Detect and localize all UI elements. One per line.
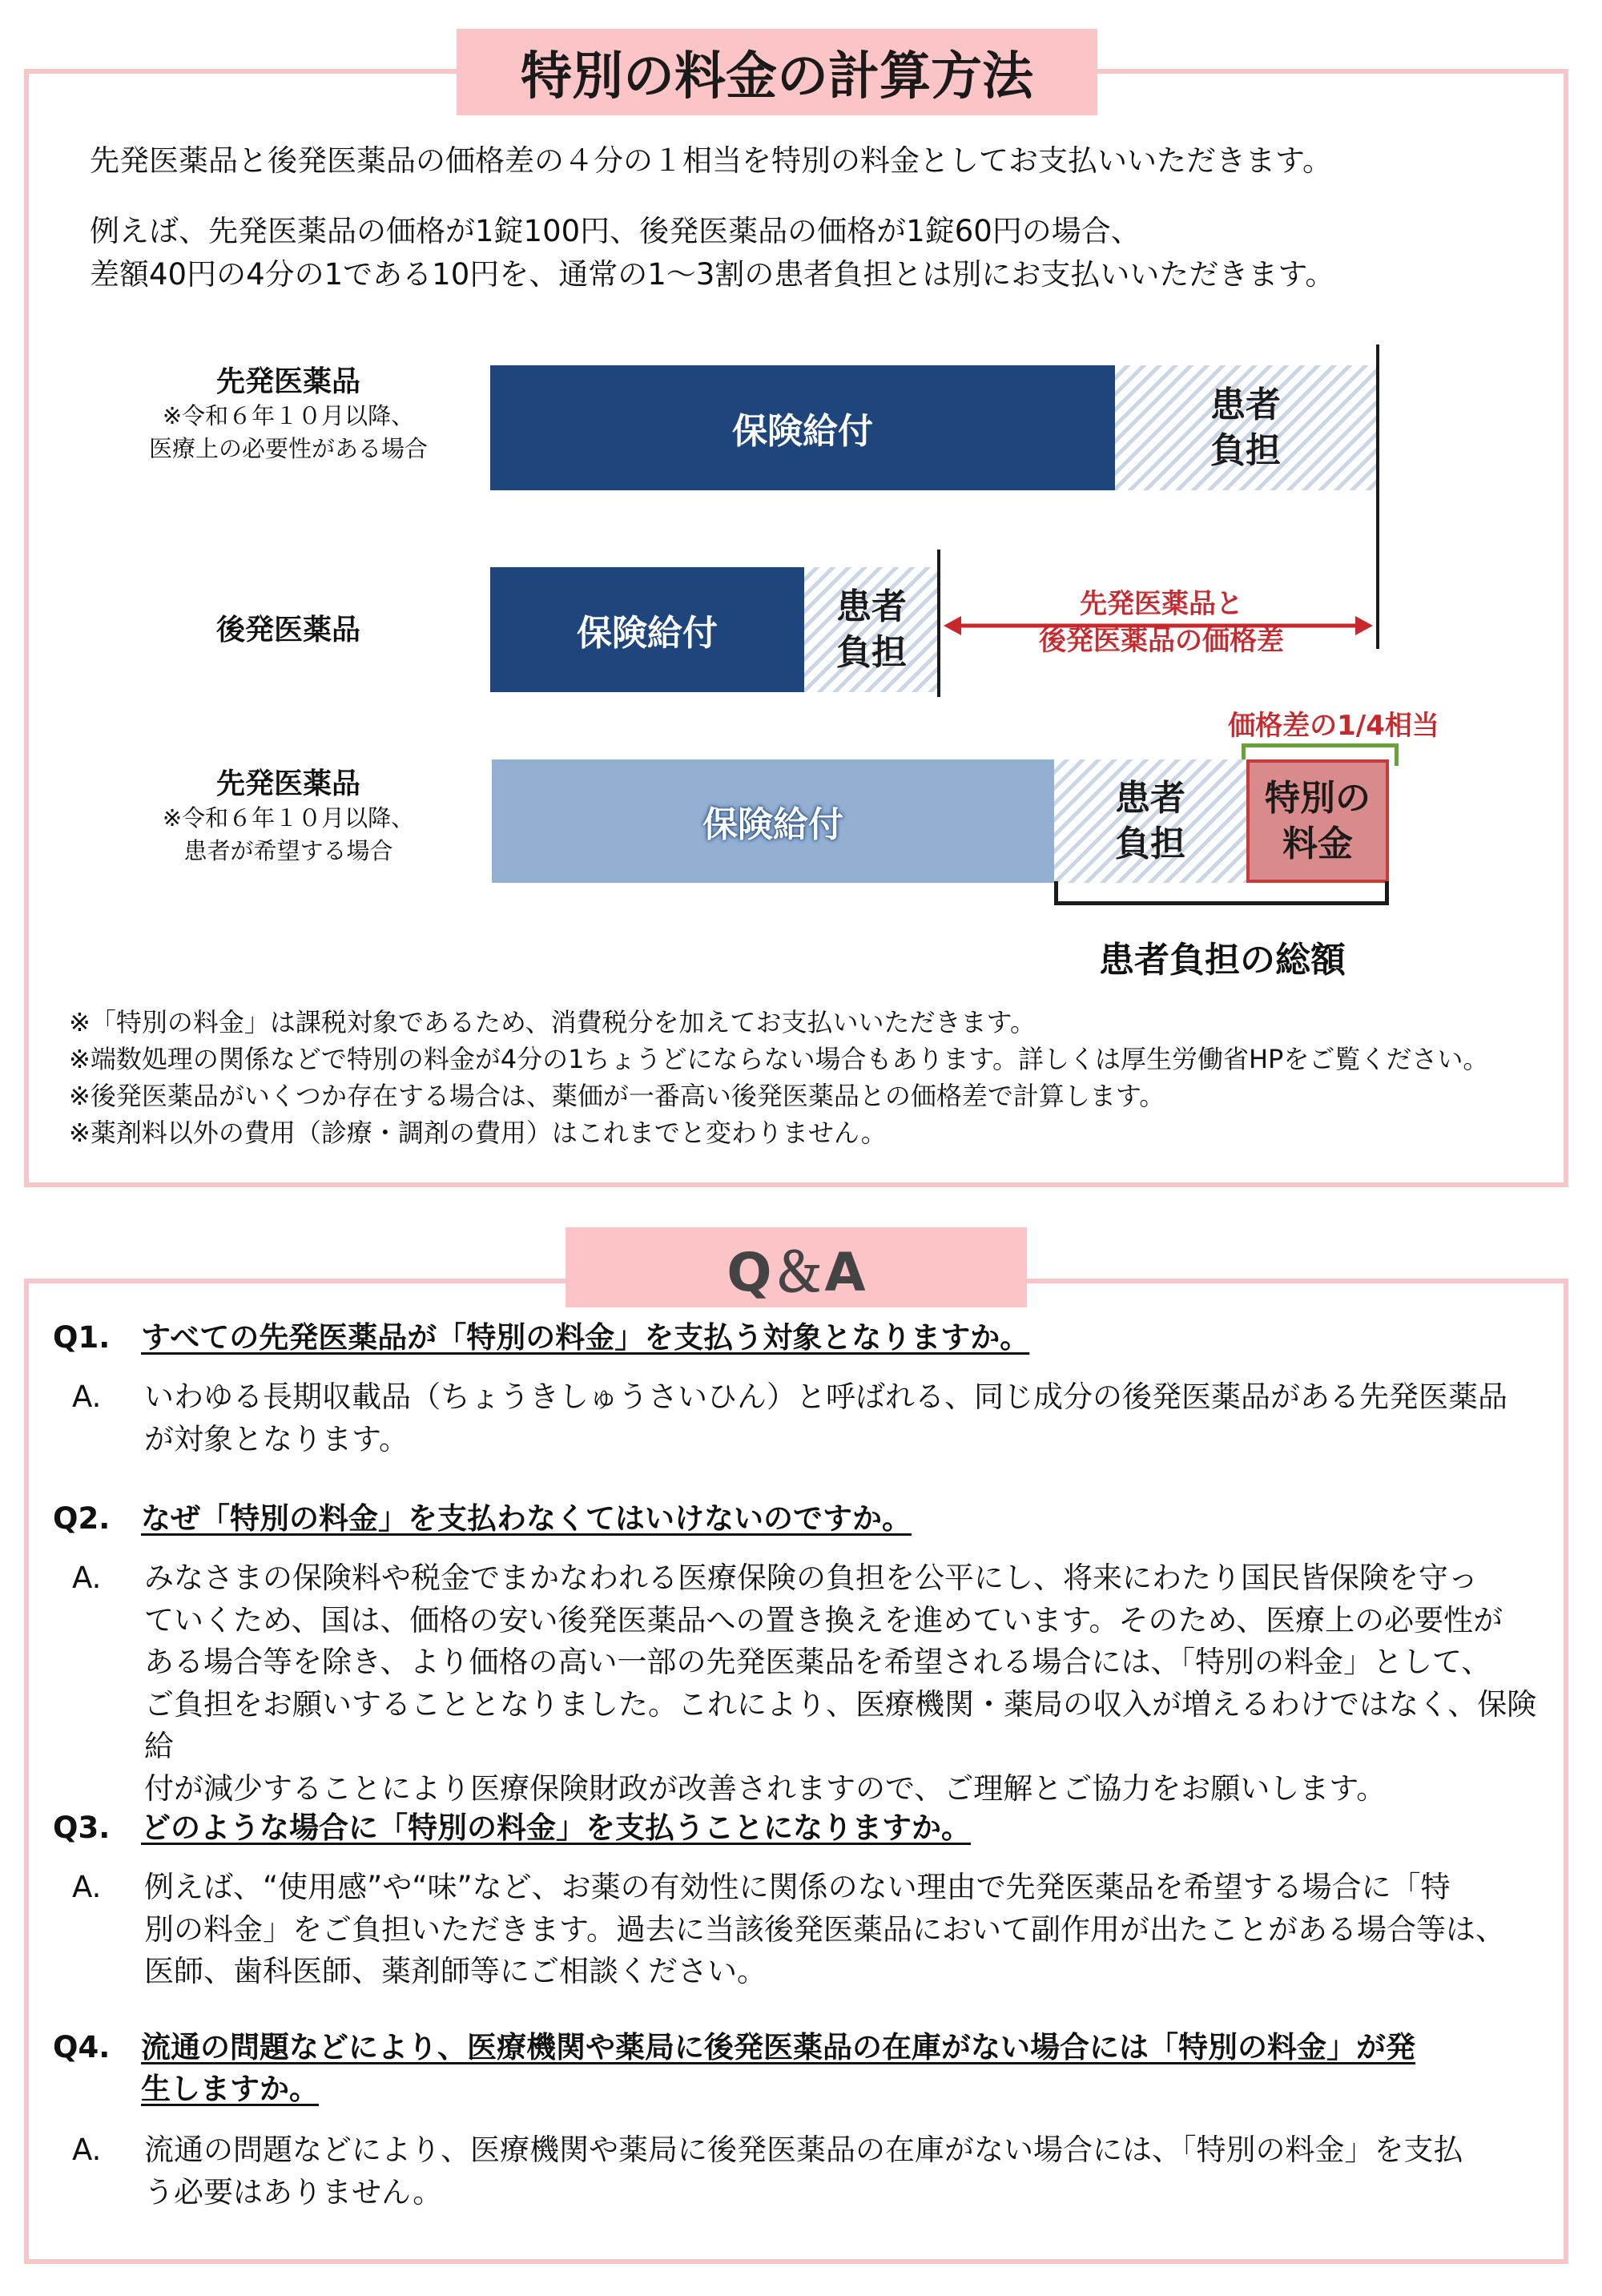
note-2: ※端数処理の関係などで特別の料金が4分の1ちょうどにならない場合もあります。詳しくは厚生労働省HPをご覧ください。	[69, 1044, 1489, 1074]
row2-patient-l2: 負担	[836, 632, 907, 673]
row3-patient-l1: 患者	[1115, 777, 1185, 819]
calc-title-text: 特別の料金の計算方法	[521, 47, 1033, 107]
question-1	[53, 1317, 1029, 1359]
qa-title-text: Q＆A	[727, 1241, 866, 1303]
row1-label-sub1: ※令和６年１０月以降、	[162, 402, 415, 429]
note-1: ※「特別の料金」は課税対象であるため、消費税分を加えてお支払いいただきます。	[69, 1007, 1036, 1037]
question-4	[53, 2027, 1543, 2110]
intro-paragraph-2-line-1: 例えば、先発医薬品の価格が1錠100円、後発医薬品の価格が1錠60円の場合、	[90, 214, 1141, 248]
q4-text-line-1: 流通の問題などにより、医療機関や薬局に後発医薬品の在庫がない場合には「特別の料金」が発	[141, 2030, 1415, 2064]
special-fee-l2: 料金	[1282, 824, 1353, 864]
a3-line-3: 医師、歯科医師、薬剤師等にご相談ください。	[144, 1954, 767, 1989]
special-fee-l1: 特別の	[1265, 777, 1371, 819]
row3-label-main: 先発医薬品	[215, 767, 360, 800]
total-patient-burden-label: 患者負担の総額	[1099, 940, 1346, 981]
row1-insurance-label: 保険給付	[732, 411, 873, 452]
total-bracket	[1054, 881, 1389, 905]
a2-line-3: ある場合等を除き、より価格の高い一部の先発医薬品を希望される場合には、「特別の料金」として、	[144, 1645, 1491, 1680]
qa-section-title	[566, 1227, 1027, 1307]
a4-line-1: 流通の問題などにより、医療機関や薬局に後発医薬品の在庫がない場合には、「特別の料金」を支払	[144, 2133, 1463, 2167]
row1-patient-bar	[1115, 365, 1376, 490]
a4-line-2: う必要はありません。	[144, 2174, 443, 2209]
answer-3	[72, 1867, 1546, 1993]
row1-patient-l1: 患者	[1210, 384, 1281, 425]
a2-line-2: ていくため、国は、価格の安い後発医薬品への置き換えを進めています。そのため、医療上の必要性が	[144, 1602, 1503, 1637]
a3-label: A.	[72, 1870, 102, 1904]
price-diff-l1: 先発医薬品と	[1080, 588, 1243, 620]
row1-insurance-bar	[490, 365, 1115, 490]
row3-patient-bar	[1054, 759, 1246, 883]
question-2	[53, 1498, 912, 1540]
row1-label-main: 先発医薬品	[215, 365, 360, 398]
row1-patient-l2: 負担	[1210, 430, 1281, 471]
q1-text: すべての先発医薬品が「特別の料金」を支払う対象となりますか。	[141, 1320, 1030, 1355]
answer-4	[72, 2129, 1546, 2213]
price-diff-l2: 後発医薬品の価格差	[1039, 624, 1284, 657]
q3-number: Q3.	[53, 1811, 111, 1845]
row2-insurance-label: 保険給付	[577, 613, 718, 654]
answer-2	[72, 1557, 1546, 1810]
q4-number: Q4.	[53, 2030, 111, 2064]
special-fee-bar	[1246, 759, 1389, 883]
row1-label	[96, 359, 481, 465]
row2-end-line	[937, 550, 940, 697]
row3-insurance-label: 保険給付	[702, 804, 843, 845]
row3-patient-l2: 負担	[1115, 824, 1185, 864]
price-diff-label	[953, 586, 1370, 660]
a4-label: A.	[72, 2133, 102, 2167]
note-3: ※後発医薬品がいくつか存在する場合は、薬価が一番高い後発医薬品との価格差で計算します。	[69, 1081, 1165, 1111]
a3-line-2: 別の料金」をご負担いただきます。過去に当該後発医薬品において副作用が出たことがある場合等は、	[144, 1911, 1506, 1947]
row2-label	[96, 607, 481, 648]
question-3	[53, 1807, 971, 1849]
a2-label: A.	[72, 1561, 102, 1595]
row3-label-sub1: ※令和６年１０月以降、	[162, 804, 415, 832]
row2-label-main: 後発医薬品	[215, 614, 360, 647]
answer-1	[72, 1376, 1546, 1460]
row2-patient-bar	[804, 567, 939, 692]
a1-line-2: が対象となります。	[144, 1421, 409, 1456]
row3-label-sub2: 患者が希望する場合	[183, 836, 393, 864]
a1-line-1: いわゆる長期収載品（ちょうきしゅうさいひん）と呼ばれる、同じ成分の後発医薬品がある先発医薬品	[144, 1380, 1507, 1414]
quarter-label: 価格差の1/4相当	[1228, 710, 1439, 742]
note-4: ※薬剤料以外の費用（診療・調剤の費用）はこれまでと変わりません。	[69, 1118, 887, 1148]
q2-number: Q2.	[53, 1501, 111, 1536]
q4-text-line-2: 生しますか。	[141, 2071, 319, 2106]
row1-end-line	[1376, 344, 1379, 649]
q1-number: Q1.	[53, 1320, 111, 1355]
a2-line-5: 付が減少することにより医療保険財政が改善されますので、ご理解とご協力をお願いします。	[144, 1770, 1387, 1806]
calc-section-title	[457, 29, 1097, 115]
row3-label	[96, 761, 481, 867]
a2-line-4: ご負担をお願いすることとなりました。これにより、医療機関・薬局の収入が増えるわけではなく、保険給	[144, 1686, 1537, 1764]
row2-insurance-bar	[490, 567, 804, 692]
row3-insurance-bar	[492, 759, 1054, 883]
q2-text: なぜ「特別の料金」を支払わなくてはいけないのですか。	[141, 1501, 912, 1536]
a2-line-1: みなさまの保険料や税金でまかなわれる医療保険の負担を公平にし、将来にわたり国民皆保険を守っ	[144, 1561, 1478, 1595]
a3-line-1: 例えば、“使用感”や“味”など、お薬の有効性に関係のない理由で先発医薬品を希望する場合に「特	[144, 1870, 1451, 1904]
a1-label: A.	[72, 1380, 102, 1414]
intro-paragraph-2-line-2: 差額40円の4分の1である10円を、通常の1～3割の患者負担とは別にお支払いいただきます。	[90, 257, 1335, 292]
row1-label-sub2: 医療上の必要性がある場合	[148, 434, 428, 462]
row2-patient-l1: 患者	[836, 586, 907, 627]
intro-paragraph-1: 先発医薬品と後発医薬品の価格差の４分の１相当を特別の料金としてお支払いいただきます。	[90, 143, 1333, 178]
q3-text: どのような場合に「特別の料金」を支払うことになりますか。	[141, 1811, 971, 1845]
